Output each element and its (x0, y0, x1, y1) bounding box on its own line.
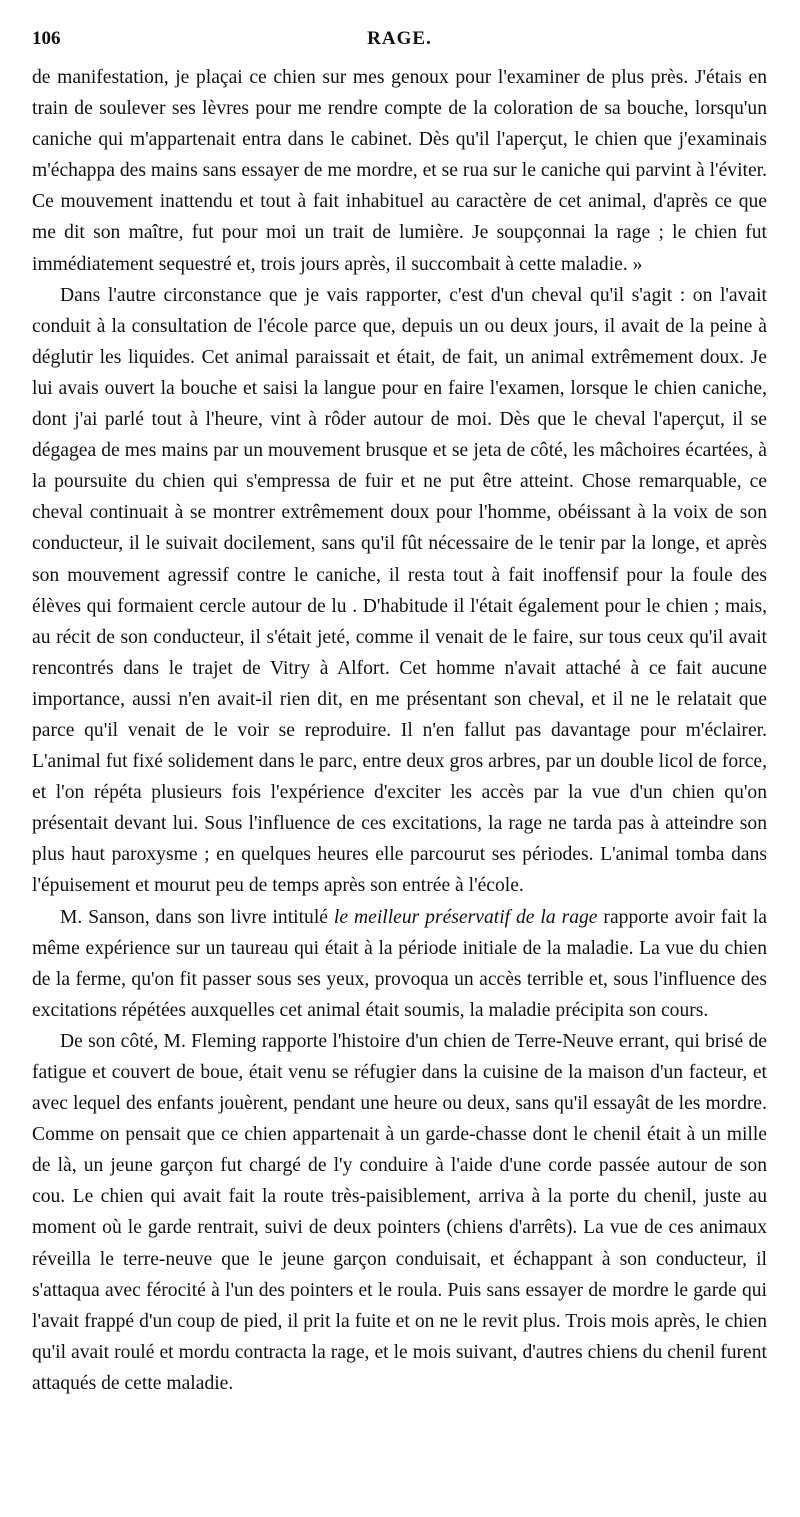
body-text (32, 62, 767, 1399)
paragraph-3-before: M. Sanson, dans son livre intitulé (60, 906, 334, 928)
book-page (32, 28, 767, 1399)
running-head (32, 28, 767, 62)
paragraph-3 (32, 902, 767, 1026)
running-title: RAGE. (367, 28, 432, 49)
page-number: 106 (32, 28, 61, 49)
paragraph-3-after: rapporte avoir fait la même expérience sur un taureau qui était à la période initiale de la maladie. La vue du chien de la ferme, qu'on fit passer sous ses yeux, provoqua un accès terrible et, sous l'influence des excitations répétées auxquelles cet animal était soumis, la maladie précipita son cours. (32, 906, 767, 1021)
paragraph-4: De son côté, M. Fleming rapporte l'histoire d'un chien de Terre-Neuve errant, qui brisé de fatigue et couvert de boue, était venu se réfugier dans la cuisine de la maison d'un facteur, et avec lequel des enfants jouèrent, pendant une heure ou deux, sans qu'il essayât de les mordre. Comme on pensait que ce chien appartenait à un garde-chasse dont le chenil était à un mille de là, un jeune garçon fut chargé de l'y conduire à l'aide d'une corde passée autour de son cou. Le chien qui avait fait la route très-paisiblement, arriva à la porte du chenil, juste au moment où le garde rentrait, suivi de deux pointers (chiens d'arrêts). La vue de ces animaux réveilla le terre-neuve que le jeune garçon conduisait, et échappant à son conducteur, il s'attaqua avec férocité à l'un des pointers et le roula. Puis sans essayer de mordre le garde qui l'avait frappé d'un coup de pied, il prit la fuite et on ne le revit plus. Trois mois après, le chien qu'il avait roulé et mordu contracta la rage, et le mois suivant, d'autres chiens du chenil furent attaqués de cette maladie. (32, 1030, 767, 1394)
paragraph-2: Dans l'autre circonstance que je vais rapporter, c'est d'un cheval qu'il s'agit : on l'avait conduit à la consultation de l'école parce que, depuis un ou deux jours, il avait de la peine à déglutir les liquides. Cet animal paraissait et était, de fait, un animal extrêmement doux. Je lui avais ouvert la bouche et saisi la langue pour en faire l'examen, lorsque le chien caniche, dont j'ai parlé tout à l'heure, vint à rôder autour de moi. Dès que le cheval l'aperçut, il se dégagea de mes mains par un mouvement brusque et se jeta de côté, les mâchoires écartées, à la poursuite du chien qui s'empressa de fuir et ne put être atteint. Chose remarquable, ce cheval continuait à se montrer extrêmement doux pour l'homme, obéissant à la voix de son conducteur, il le suivait docilement, sans qu'il fût nécessaire de le tenir par la longe, et après son mouvement agressif contre le caniche, il resta tout à fait inoffensif pour la foule des élèves qui formaient cercle autour de lu . D'habitude il l'était également pour le chien ; mais, au récit de son conducteur, il s'était jeté, comme il venait de le faire, sur tous ceux qu'il avait rencontrés dans le trajet de Vitry à Alfort. Cet homme n'avait attaché à ce fait aucune importance, aussi n'en avait-il rien dit, en me présentant son cheval, et il ne le relatait que parce qu'il venait de le voir se reproduire. Il n'en fallut pas davantage pour m'éclairer. L'animal fut fixé solidement dans le parc, entre deux gros arbres, par un double licol de force, et l'on répéta plusieurs fois l'expérience d'exciter les accès par la vue d'un chien qu'on présentait devant lui. Sous l'influence de ces excitations, la rage ne tarda pas à atteindre son plus haut paroxysme ; en quelques heures elle parcourut ses périodes. L'animal tomba dans l'épuisement et mourut peu de temps après son entrée à l'école. (32, 284, 767, 897)
book-title-italic: le meilleur préservatif de la rage (333, 906, 598, 928)
paragraph-1: de manifestation, je plaçai ce chien sur mes genoux pour l'examiner de plus près. J'étais en train de soulever ses lèvres pour me rendre compte de la coloration de sa bouche, lorsqu'un caniche qui m'appartenait entra dans le cabinet. Dès qu'il l'aperçut, le chien que j'examinais m'échappa des mains sans essayer de me mordre, et se rua sur le caniche qui parvint à l'éviter. Ce mouvement inattendu et tout à fait inhabituel au caractère de cet animal, d'après ce que me dit son maître, fut pour moi un trait de lumière. Je soupçonnai la rage ; le chien fut immédiatement sequestré et, trois jours après, il succombait à cette maladie. » (32, 67, 767, 275)
